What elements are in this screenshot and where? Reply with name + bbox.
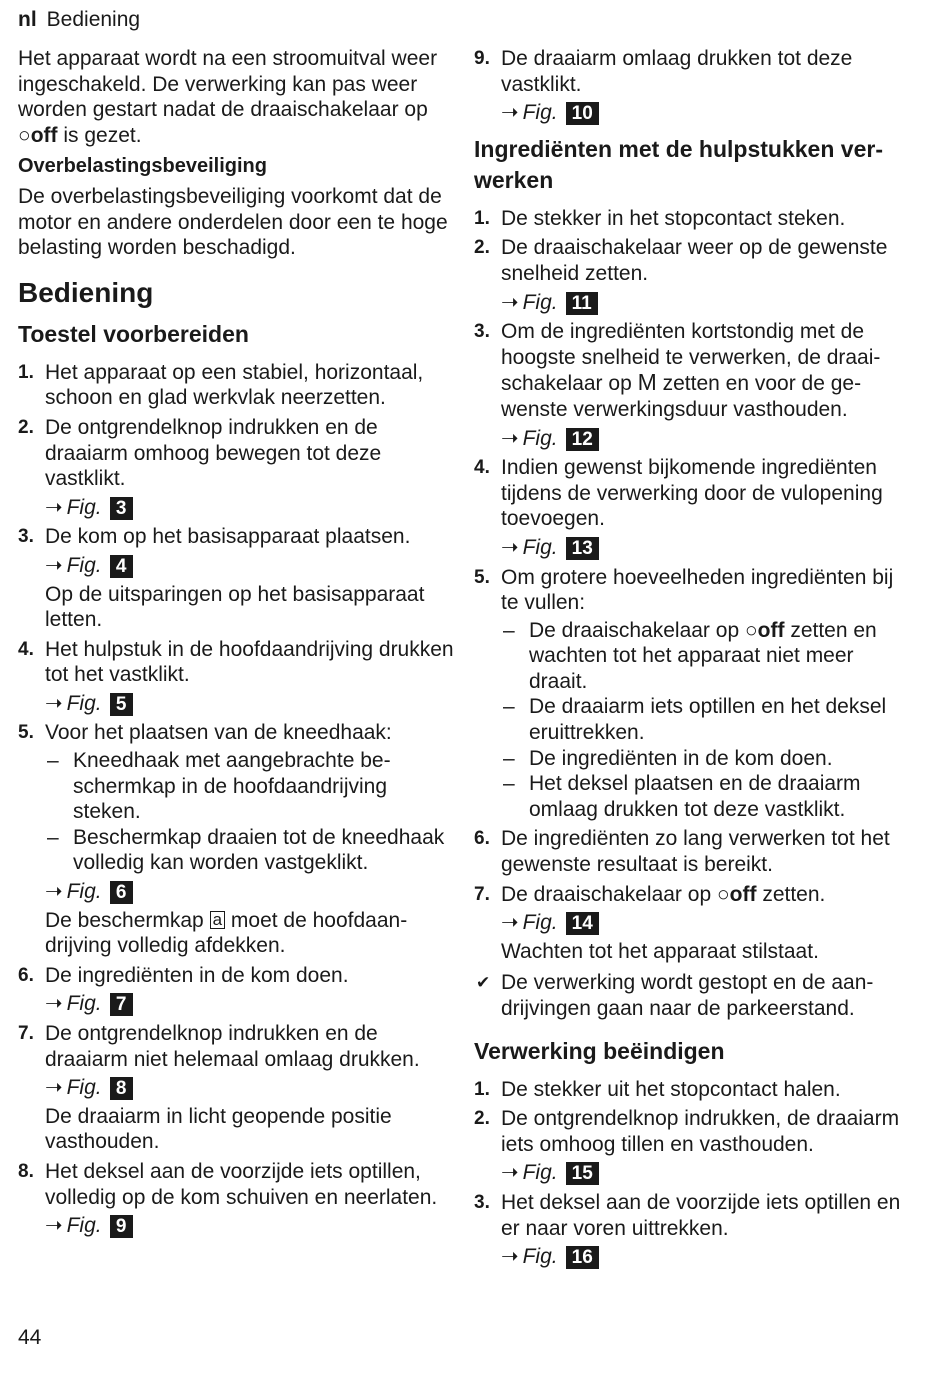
arrow-icon: ➝	[501, 101, 519, 125]
arrow-icon: ➝	[501, 911, 519, 935]
figure-number: 16	[566, 1246, 599, 1269]
list-item: 1. Het apparaat op een stabiel, horizontaal, schoon en glad werkvlak neerzetten.	[18, 360, 424, 410]
figure-number: 7	[110, 993, 133, 1016]
figure-ref: ➝ Fig. 4	[45, 553, 454, 579]
sub-item: – Kneedhaak met aangebrachte beschermkap in de hoofdaandrijving steken.	[47, 749, 391, 824]
figure-number: 5	[110, 693, 133, 716]
page-number: 44	[18, 1326, 42, 1349]
accessory-heading: Ingrediënten met de hulpstukken verwerken	[474, 135, 883, 193]
step-note: Op de uitsparingen op het basisapparaat letten.	[45, 582, 425, 632]
arrow-icon: ➝	[501, 1161, 519, 1185]
figure-number: 15	[566, 1162, 599, 1185]
list-item: 4. Indien gewenst bijkomende ingrediënten tijdens de verwerking door de vulopening toevoegen. ➝ Fig. 13	[474, 455, 914, 560]
result-note: ✔ De verwerking wordt gestopt en de aandrijvingen gaan naar de parkeerstand.	[476, 971, 874, 1020]
language-code: nl	[18, 8, 37, 31]
list-item: 6. De ingrediënten in de kom doen. ➝ Fig. 7	[18, 963, 454, 1017]
list-item: 8. Het deksel aan de voorzijde iets optillen, volledig op de kom schuiven en neerlaten. ➝ Fig. 9	[18, 1159, 454, 1239]
list-item: 6. De ingrediënten zo lang verwerken tot het gewenste resultaat is bereikt.	[474, 827, 890, 877]
list-item: 4. Het hulpstuk in de hoofdaandrijving drukken tot het vastklikt. ➝ Fig. 5	[18, 637, 454, 715]
arrow-icon: ➝	[501, 535, 519, 559]
list-item: 3. De kom op het basisapparaat plaatsen. ➝ Fig. 4 Op de uitsparingen op het basisapparaat letten.	[18, 524, 454, 632]
arrow-icon: ➝	[45, 1214, 63, 1238]
figure-ref: ➝ Fig. 13	[501, 535, 914, 561]
arrow-icon: ➝	[45, 880, 63, 904]
list-item: 3. Het deksel aan de voorzijde iets optillen en er naar voren uittrekken. ➝ Fig. 16	[474, 1190, 914, 1270]
list-item: 9. De draaiarm omlaag drukken tot deze vastklikt. ➝ Fig. 10	[474, 46, 914, 126]
step-note: De beschermkap a moet de hoofdaandrijving volledig afdekken.	[45, 908, 408, 958]
prep-steps-continued	[474, 46, 914, 126]
arrow-icon: ➝	[501, 426, 519, 450]
arrow-icon: ➝	[45, 992, 63, 1016]
figure-ref: ➝ Fig. 5	[45, 691, 454, 717]
intro-paragraph: Het apparaat wordt na een stroomuitval weer ingeschakeld. De verwerking kan pas weer worden gestart nadat de draaischakelaar op ○off is gezet.	[18, 47, 438, 147]
figure-number: 10	[566, 102, 599, 125]
step-note: Wachten tot het apparaat stilstaat.	[501, 939, 819, 963]
prep-steps	[18, 360, 454, 1239]
prep-heading: Toestel voorbereiden	[18, 320, 249, 347]
arrow-icon: ➝	[45, 553, 63, 577]
figure-number: 12	[566, 428, 599, 451]
list-item: 1. De stekker uit het stopcontact halen.	[474, 1077, 841, 1101]
figure-number: 9	[110, 1215, 133, 1238]
figure-number: 3	[110, 497, 133, 520]
sub-list	[501, 618, 914, 823]
list-item: 7. De draaischakelaar op ○off zetten. ➝ Fig. 14 Wachten tot het apparaat stilstaat.	[474, 882, 914, 965]
header-section: Bediening	[46, 8, 141, 31]
figure-number: 6	[110, 881, 133, 904]
finish-steps	[474, 1077, 914, 1270]
figure-ref: ➝ Fig. 14	[501, 910, 914, 936]
step-note: De draaiarm in licht geopende positie vasthouden.	[45, 1104, 392, 1154]
figure-ref: ➝ Fig. 11	[501, 290, 914, 316]
overload-text: De overbelastingsbeveiliging voorkomt dat de motor en andere onderdelen door een te hoge belasting worden beschadigd.	[18, 184, 448, 260]
figure-number: 8	[110, 1077, 133, 1100]
off-symbol-icon: ○	[744, 618, 758, 642]
figure-ref: ➝ Fig. 9	[45, 1213, 454, 1239]
figure-number: 11	[566, 292, 598, 315]
list-item: 5. Om grotere hoeveelheden ingrediënten bij te vullen: – De draaischakelaar op ○off zetten en wachten tot het apparaat niet meer draait. – De draaiarm iets optillen en het deksel eruittrekken. – De ingrediënten in de kom doen. – Het deksel plaatsen en de draaiarm omlaag drukken tot deze vastklikt.	[474, 565, 914, 823]
sub-item: – De draaischakelaar op ○off zetten en wachten tot het apparaat niet meer draait.	[503, 618, 877, 693]
list-item: 2. De draaischakelaar weer op de gewenste snelheid zetten. ➝ Fig. 11	[474, 235, 914, 315]
sub-item: – Beschermkap draaien tot de kneedhaak volledig kan worden vastgeklikt.	[47, 825, 445, 875]
figure-number: 14	[566, 912, 599, 935]
sub-list	[45, 748, 454, 876]
figure-ref: ➝ Fig. 6	[45, 879, 454, 905]
arrow-icon: ➝	[501, 290, 519, 314]
off-symbol-icon: ○	[18, 123, 31, 147]
overload-heading: Overbelastingsbeveiliging	[18, 155, 267, 178]
list-item: 5. Voor het plaatsen van de kneedhaak: – Kneedhaak met aangebrachte beschermkap in de hoofdaandrijving steken. – Beschermkap draaien tot de kneedhaak volledig kan worden vastgeklikt. ➝ Fig. 6 De beschermkap a moet de hoofdaandrijving volledig afdekken.	[18, 720, 454, 958]
part-label-box: a	[210, 911, 225, 929]
off-symbol-icon: ○	[716, 882, 730, 906]
figure-ref: ➝ Fig. 8	[45, 1075, 454, 1101]
figure-number: 4	[110, 555, 133, 578]
sub-item: – Het deksel plaatsen en de draaiarm omlaag drukken tot deze vastklikt.	[503, 772, 861, 821]
arrow-icon: ➝	[501, 1245, 519, 1269]
sub-item: – De draaiarm iets optillen en het deksel eruittrekken.	[503, 695, 887, 745]
list-item: 2. De ontgrendelknop indrukken en de draaiarm omhoog bewegen tot deze vastklikt. ➝ Fig. 3	[18, 415, 454, 520]
checkmark-icon: ✔	[476, 973, 491, 993]
list-item: 7. De ontgrendelknop indrukken en de draaiarm niet helemaal omlaag drukken. ➝ Fig. 8 De draaiarm in licht geopende positie vasthouden.	[18, 1021, 454, 1155]
list-item: 3. Om de ingrediënten kortstondig met de hoogste snelheid te verwerken, de draaischakelaar op M zetten en voor de gewenste verwerkingsduur vasthouden. ➝ Fig. 12	[474, 319, 914, 451]
arrow-icon: ➝	[45, 495, 63, 519]
arrow-icon: ➝	[45, 1076, 63, 1100]
list-item: 2. De ontgrendelknop indrukken, de draaiarm iets omhoog tillen en vasthouden. ➝ Fig. 15	[474, 1106, 914, 1186]
figure-ref: ➝ Fig. 12	[501, 426, 914, 452]
accessory-steps	[474, 206, 914, 965]
arrow-icon: ➝	[45, 691, 63, 715]
list-item: 1. De stekker in het stopcontact steken.	[474, 206, 846, 230]
figure-ref: ➝ Fig. 10	[501, 100, 914, 126]
finish-heading: Verwerking beëindigen	[474, 1037, 725, 1064]
figure-ref: ➝ Fig. 16	[501, 1244, 914, 1270]
figure-number: 13	[566, 537, 599, 560]
figure-ref: ➝ Fig. 3	[45, 495, 454, 521]
left-column	[18, 46, 454, 1247]
sub-item: – De ingrediënten in de kom doen.	[503, 746, 833, 770]
momentary-symbol: M	[637, 369, 657, 396]
main-heading: Bediening	[18, 276, 154, 308]
right-column	[474, 46, 914, 1278]
figure-ref: ➝ Fig. 15	[501, 1160, 914, 1186]
page-header	[18, 8, 140, 32]
figure-ref: ➝ Fig. 7	[45, 991, 454, 1017]
